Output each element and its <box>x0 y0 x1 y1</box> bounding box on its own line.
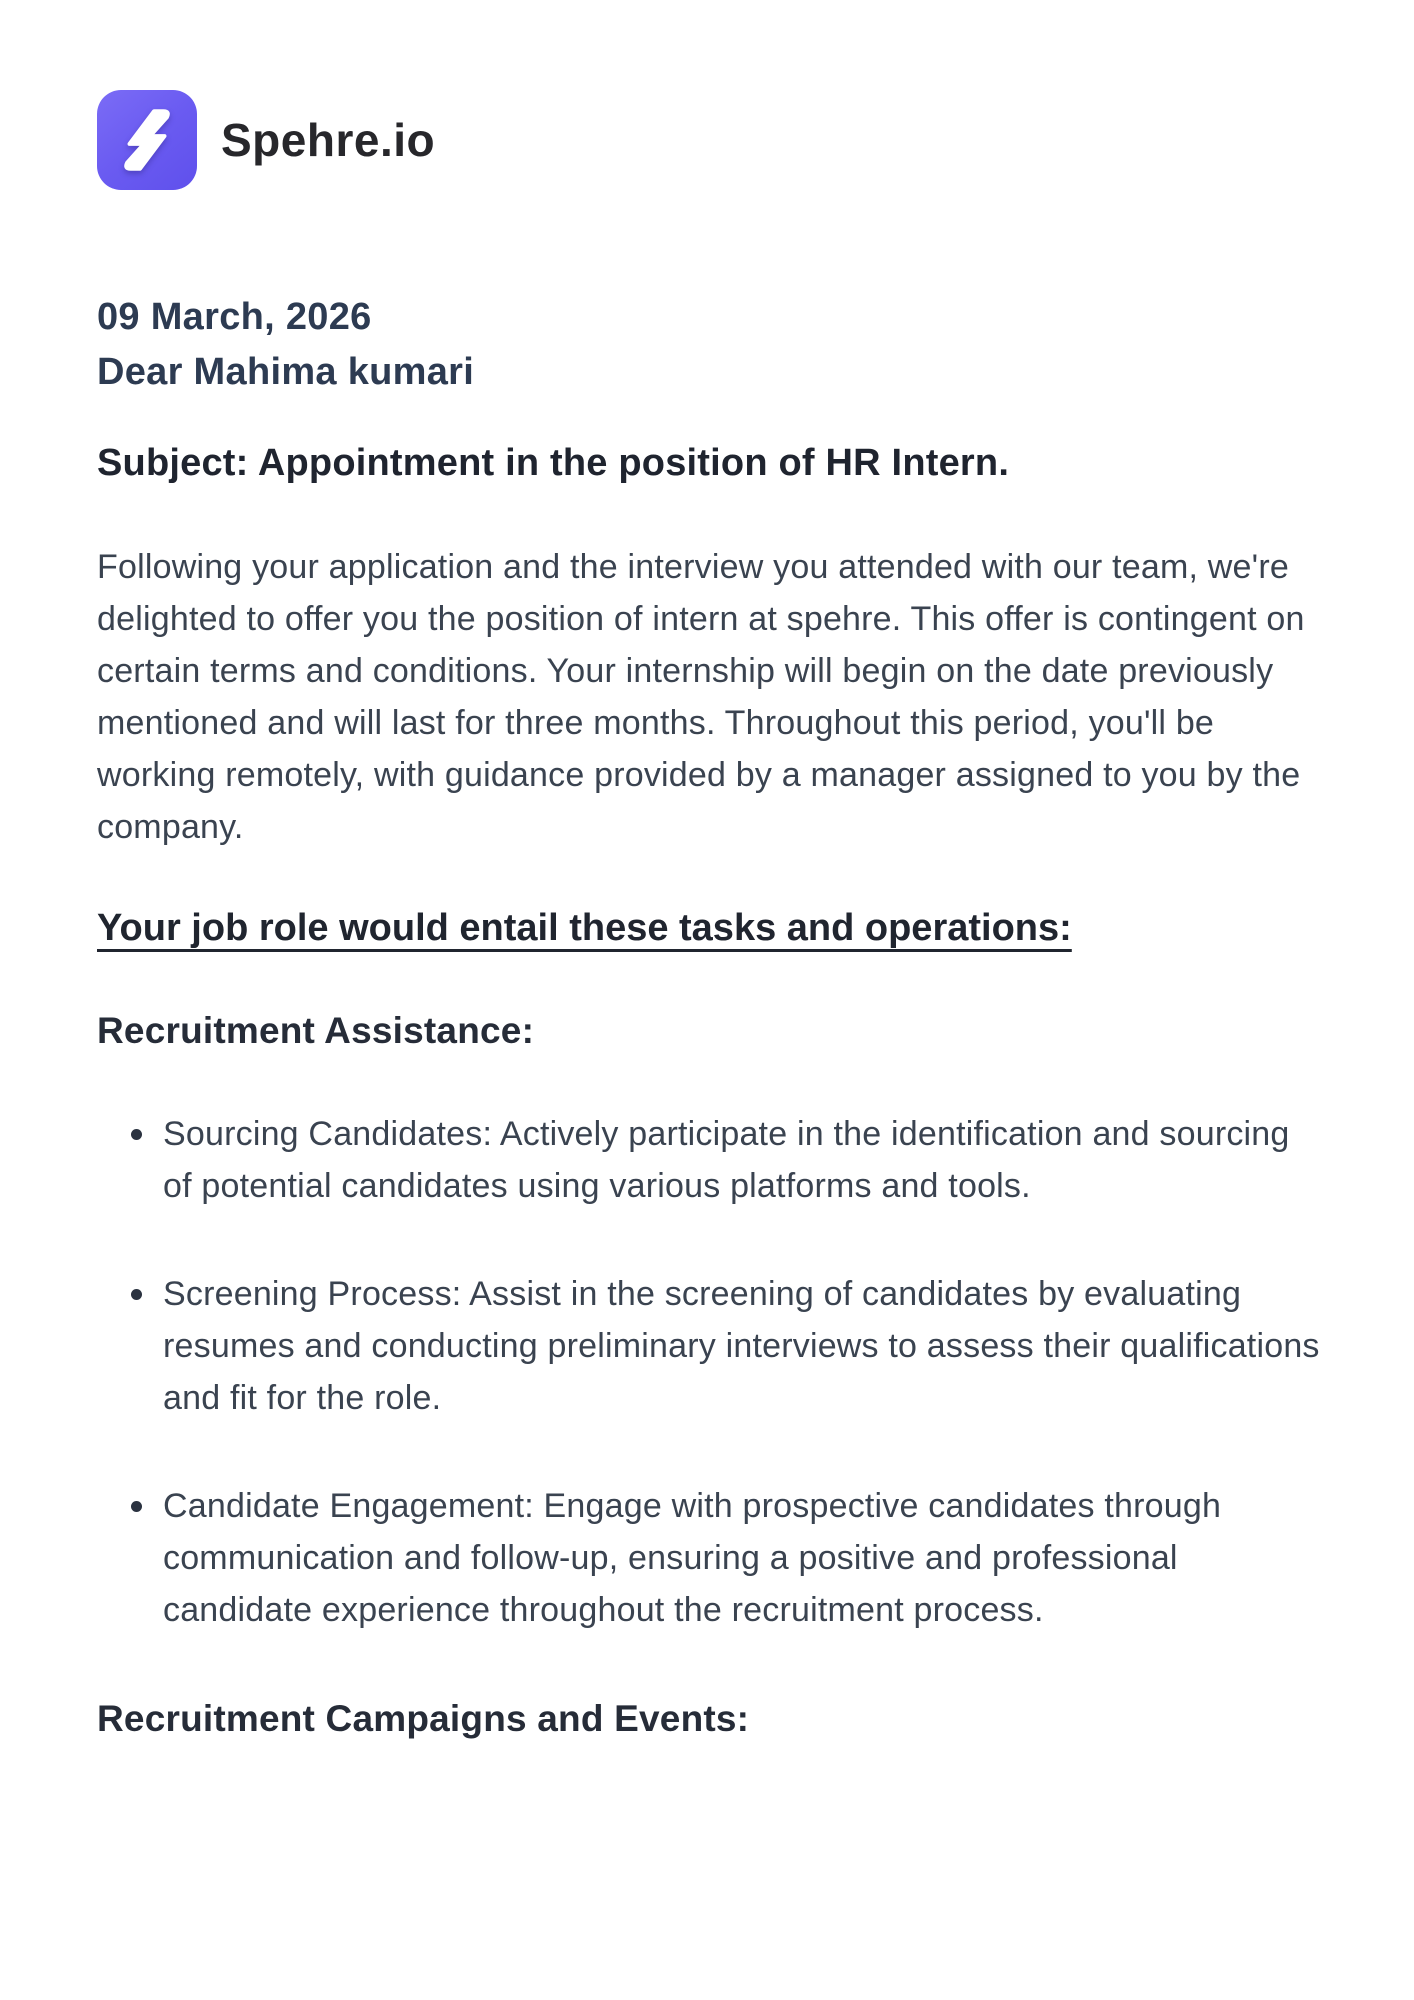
bullet-screening-process: Screening Process: Assist in the screening of candidates by evaluating resumes and conducting preliminary interviews to assess their qualifications and fit for the role. <box>97 1268 1320 1424</box>
intro-paragraph: Following your application and the interview you attended with our team, we're delighted to offer you the position of intern at spehre. This offer is contingent on certain terms and conditions. Your internship will begin on the date previously mentioned and will last for three months. Throughout this period, you'll be working remotely, with guidance provided by a manager assigned to you by the company. <box>97 548 1305 846</box>
spehre-logo-icon <box>97 90 197 190</box>
s-bolt-icon <box>108 101 186 179</box>
section-title-recruitment-campaigns: Recruitment Campaigns and Events: <box>97 1698 750 1739</box>
brand-wordmark: Spehre.io <box>221 114 436 166</box>
bullet-candidate-engagement: Candidate Engagement: Engage with prospective candidates through communication and follow-up, ensuring a positive and professional candidate experience throughout the recruitment process. <box>97 1480 1320 1636</box>
subject-line: Subject: Appointment in the position of HR Intern. <box>97 442 1010 484</box>
tasks-heading: Your job role would entail these tasks and operations: <box>97 907 1072 949</box>
bullet-sourcing-candidates: Sourcing Candidates: Actively participate in the identification and sourcing of potential candidates using various platforms and tools. <box>97 1108 1320 1212</box>
recruitment-assistance-bullets <box>97 1108 1320 1636</box>
section-title-recruitment-assistance: Recruitment Assistance: <box>97 1010 535 1051</box>
date-greeting-block <box>97 290 1320 400</box>
brand-header <box>97 90 1320 190</box>
letter-date: 09 March, 2026 <box>97 296 372 338</box>
letter-greeting: Dear Mahima kumari <box>97 351 475 393</box>
